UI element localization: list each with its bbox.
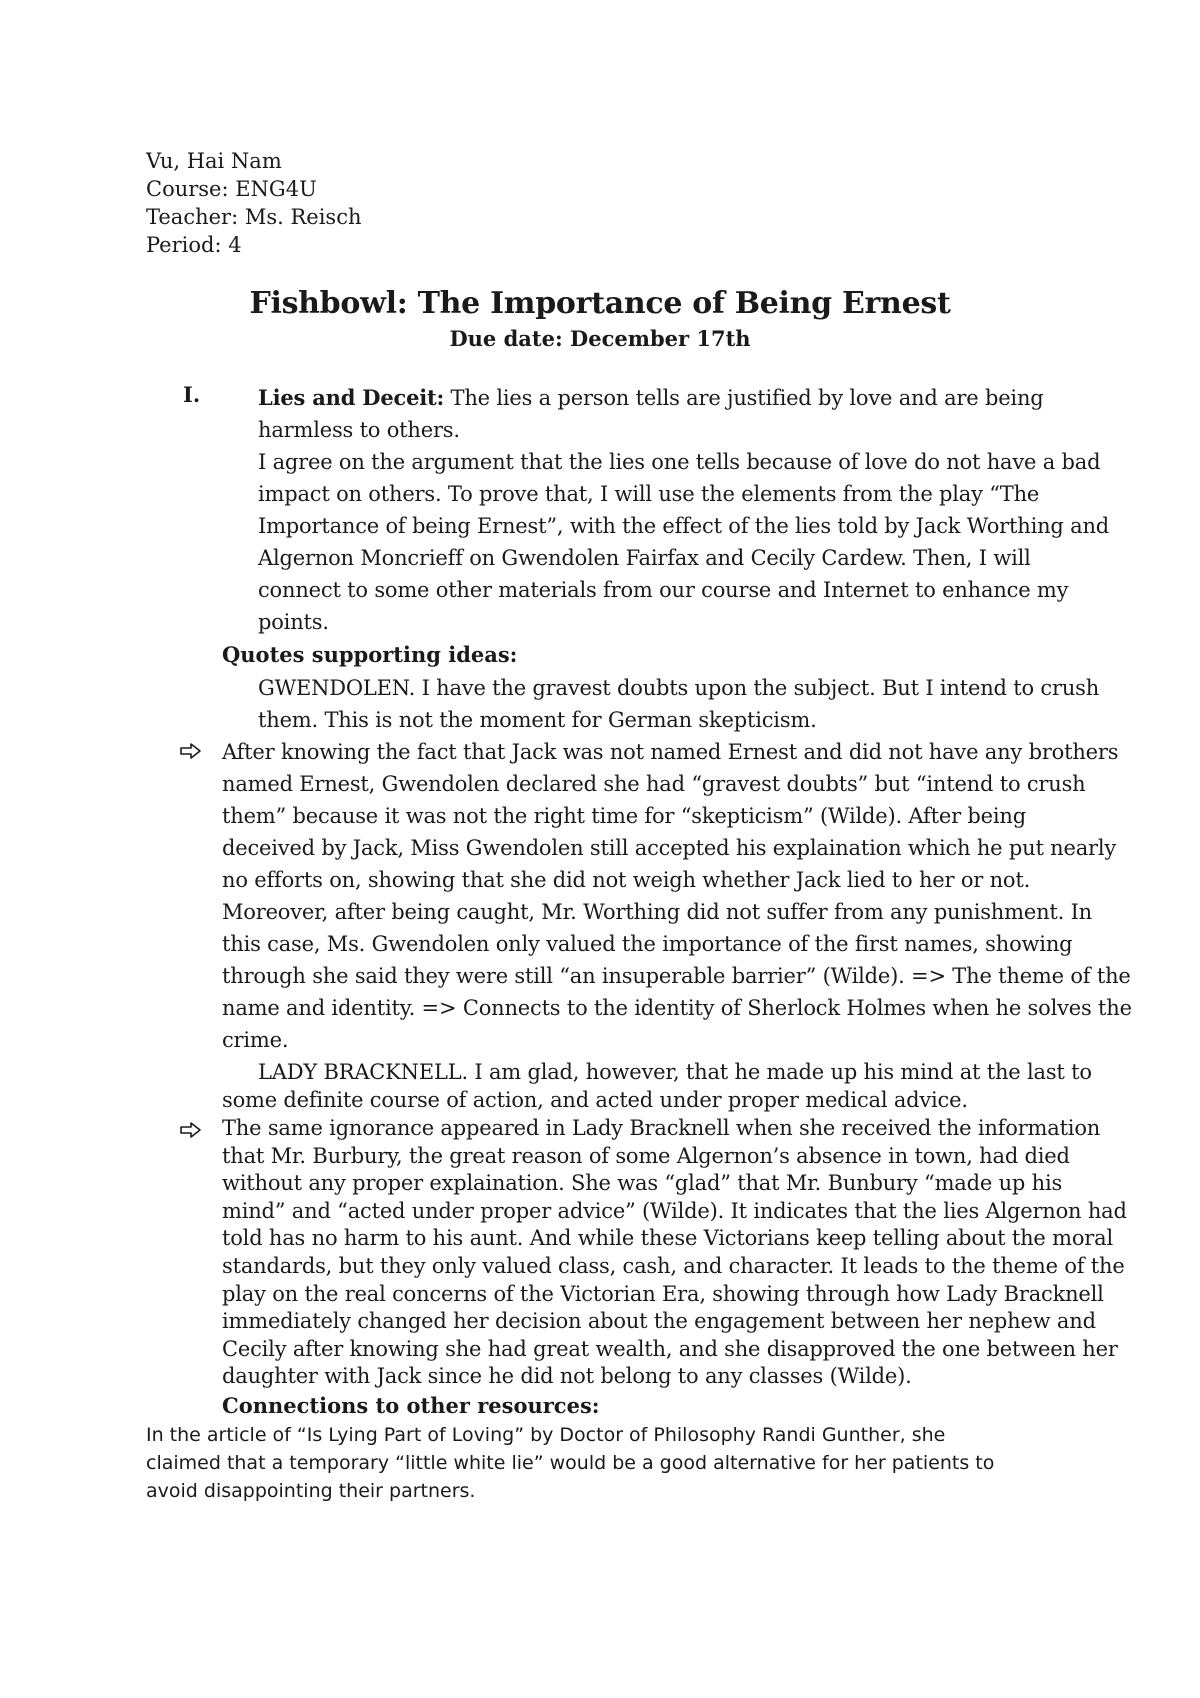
section-line-1: Lies and Deceit: The lies a person tells are justified by love and are being <box>258 385 1044 410</box>
analysis-lady-bracknell <box>222 1115 1127 1391</box>
section-heading: Lies and Deceit: <box>258 385 445 410</box>
analysis-line: play on the real concerns of the Victorian Era, showing through how Lady Bracknell <box>222 1281 1104 1306</box>
section-line: connect to some other materials from our course and Internet to enhance my <box>258 578 1069 602</box>
connections-line: avoid disappointing their partners. <box>146 1480 476 1502</box>
section-line: I agree on the argument that the lies one tells because of love do not have a bad <box>258 450 1101 474</box>
connections-line: claimed that a temporary “little white lie” would be a good alternative for her patients to <box>146 1452 995 1474</box>
quotes-heading: Quotes supporting ideas: <box>222 642 518 667</box>
analysis-gwendolen <box>222 736 1132 1056</box>
analysis-line: without any proper explaination. She was “glad” that Mr. Bunbury “made up his <box>222 1171 1063 1196</box>
analysis-line: told has no harm to his aunt. And while these Victorians keep telling about the moral <box>222 1226 1113 1251</box>
connections-heading: Connections to other resources: <box>222 1393 600 1418</box>
analysis-line: crime. <box>222 1028 289 1052</box>
analysis-line: immediately changed her decision about the engagement between her nephew and <box>222 1309 1096 1334</box>
period-line: Period: 4 <box>146 233 242 257</box>
analysis-line: Cecily after knowing she had great wealth, and she disapproved the one between her <box>222 1336 1118 1361</box>
analysis-line: named Ernest, Gwendolen declared she had “gravest doubts” but “intend to crush <box>222 772 1086 796</box>
analysis-line: through she said they were still “an insuperable barrier” (Wilde). => The theme of the <box>222 964 1131 988</box>
analysis-line: standards, but they only valued class, cash, and character. It leads to the theme of the <box>222 1253 1125 1278</box>
outline-right-arrow-icon <box>179 1121 203 1139</box>
analysis-line: them” because it was not the right time for “skepticism” (Wilde). After being <box>222 804 1026 828</box>
outline-right-arrow-icon <box>179 742 203 760</box>
analysis-line: mind” and “acted under proper advice” (Wilde). It indicates that the lies Algernon had <box>222 1198 1127 1223</box>
student-info <box>146 147 361 259</box>
analysis-line: After knowing the fact that Jack was not named Ernest and did not have any brothers <box>222 740 1119 764</box>
analysis-line: deceived by Jack, Miss Gwendolen still accepted his explaination which he put nearly <box>222 836 1117 860</box>
section-numeral: I. <box>183 382 201 407</box>
quote-line: LADY BRACKNELL. I am glad, however, that he made up his mind at the last to <box>258 1060 1092 1084</box>
analysis-line: name and identity. => Connects to the identity of Sherlock Holmes when he solves the <box>222 996 1132 1020</box>
due-date: Due date: December 17th <box>449 326 751 351</box>
section-line: Algernon Moncrieff on Gwendolen Fairfax and Cecily Cardew. Then, I will <box>258 546 1031 570</box>
student-name: Vu, Hai Nam <box>146 149 282 173</box>
analysis-line: no efforts on, showing that she did not weigh whether Jack lied to her or not. <box>222 868 1031 892</box>
section-line: harmless to others. <box>258 418 460 442</box>
section-body <box>258 382 1109 638</box>
section-line: impact on others. To prove that, I will use the elements from the play “The <box>258 482 1040 506</box>
section-line: points. <box>258 610 329 634</box>
analysis-line: this case, Ms. Gwendolen only valued the importance of the first names, showing <box>222 932 1073 956</box>
analysis-line: daughter with Jack since he did not belong to any classes (Wilde). <box>222 1364 912 1389</box>
quote-line: them. This is not the moment for German skepticism. <box>258 708 817 732</box>
quote-line: some definite course of action, and acted under proper medical advice. <box>222 1087 968 1112</box>
connections-paragraph <box>146 1421 994 1505</box>
teacher-line: Teacher: Ms. Reisch <box>146 205 362 229</box>
quote-gwendolen <box>258 672 1099 736</box>
analysis-line: Moreover, after being caught, Mr. Worthing did not suffer from any punishment. In <box>222 900 1093 924</box>
quote-line: GWENDOLEN. I have the gravest doubts upon the subject. But I intend to crush <box>258 676 1100 700</box>
analysis-line: The same ignorance appeared in Lady Bracknell when she received the information <box>222 1116 1101 1140</box>
section-line: Importance of being Ernest”, with the effect of the lies told by Jack Worthing and <box>258 514 1110 538</box>
course-line: Course: ENG4U <box>146 177 317 201</box>
quote-lady-bracknell <box>222 1059 1092 1114</box>
document-title: Fishbowl: The Importance of Being Ernest <box>249 286 951 321</box>
analysis-line: that Mr. Burbury, the great reason of some Algernon’s absence in town, had died <box>222 1143 1070 1168</box>
connections-line: In the article of “Is Lying Part of Loving” by Doctor of Philosophy Randi Gunther, she <box>146 1424 946 1446</box>
